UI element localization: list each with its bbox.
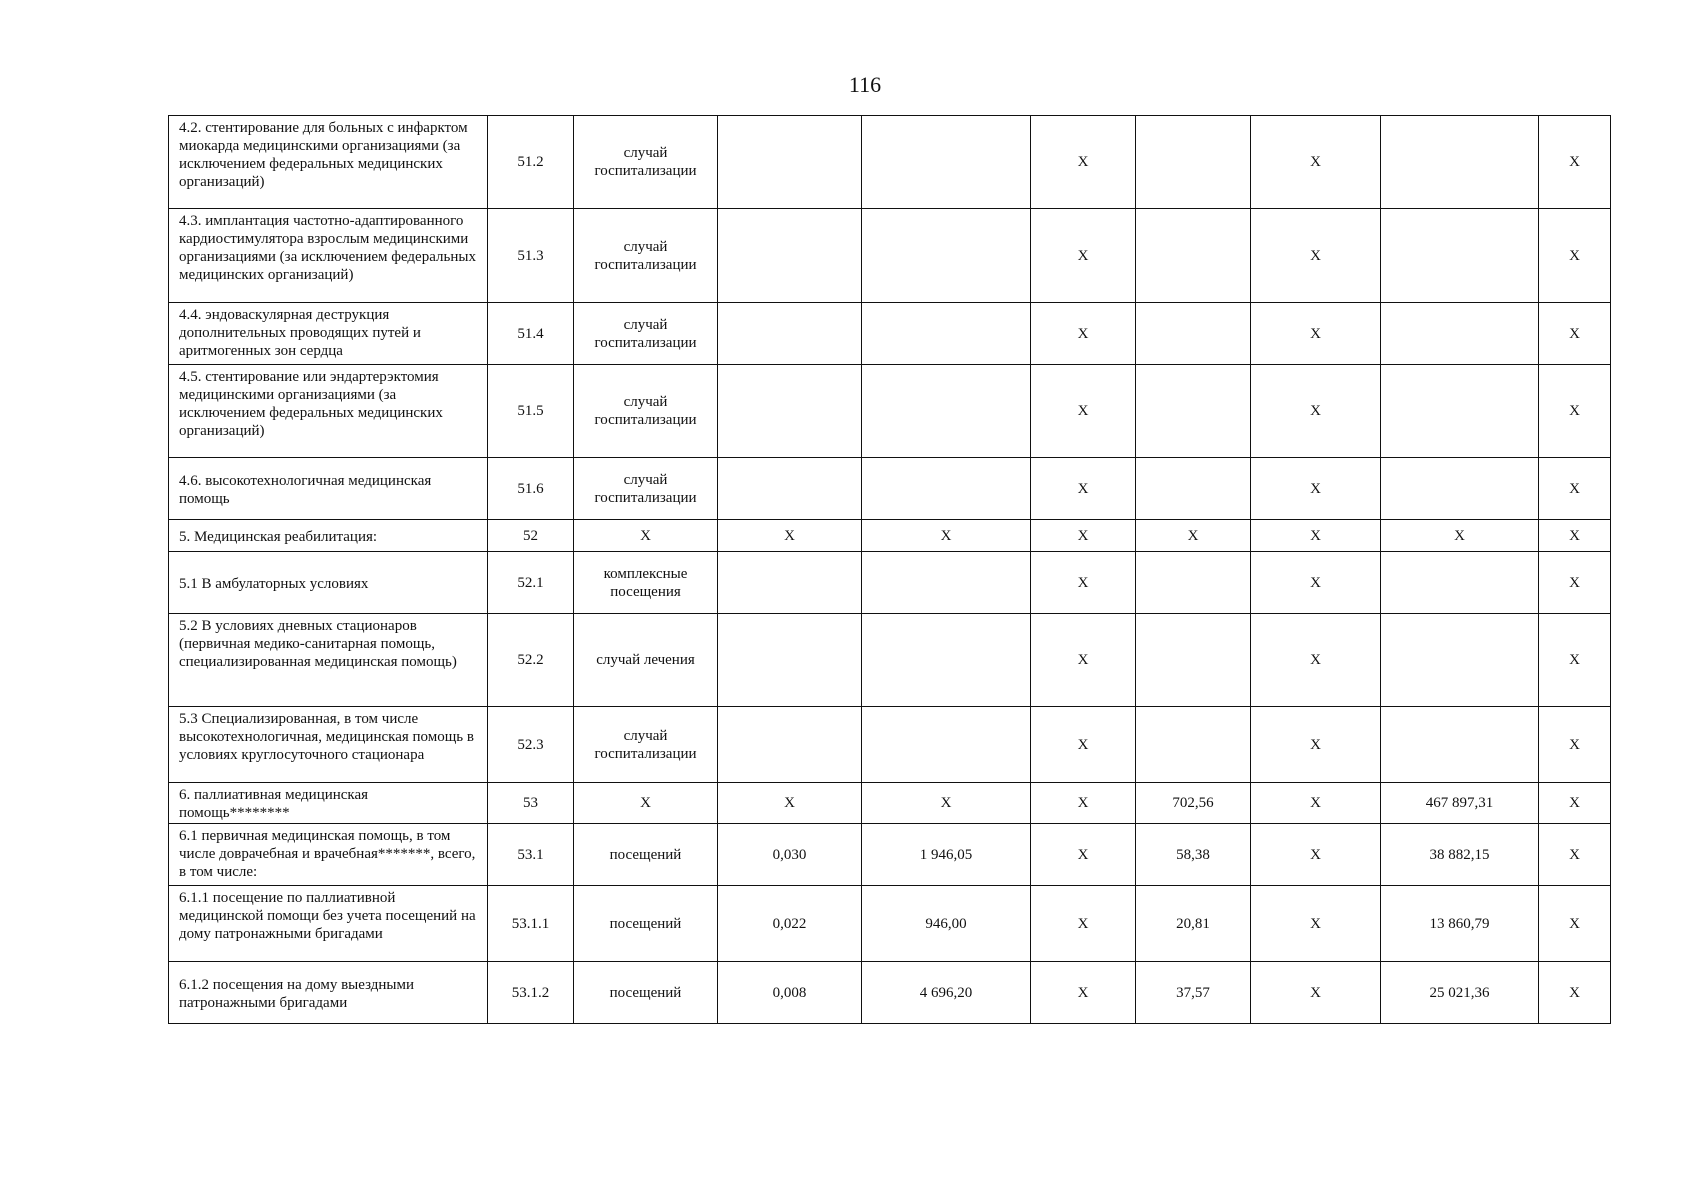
row-cell: [1381, 116, 1539, 209]
row-cell: [1136, 365, 1251, 458]
row-unit: X: [574, 783, 718, 824]
row-cell: [718, 365, 862, 458]
row-cell: 1 946,05: [862, 824, 1031, 886]
row-code: 51.2: [488, 116, 574, 209]
row-name: 4.5. стентирование или эндартерэктомия медицинскими организациями (за исключением федеральных медицинских организаций): [169, 365, 488, 458]
row-cell: X: [1031, 365, 1136, 458]
row-cell: X: [1031, 707, 1136, 783]
row-cell: [718, 209, 862, 303]
row-cell: [1381, 552, 1539, 614]
row-cell: 702,56: [1136, 783, 1251, 824]
row-unit: случай госпитализации: [574, 116, 718, 209]
row-cell: [1381, 614, 1539, 707]
row-code: 51.3: [488, 209, 574, 303]
row-name: 5. Медицинская реабилитация:: [169, 520, 488, 552]
row-cell: X: [1251, 116, 1381, 209]
row-cell: X: [1031, 520, 1136, 552]
table-row: [169, 365, 1611, 458]
row-cell: X: [1251, 365, 1381, 458]
table-row: [169, 962, 1611, 1024]
row-cell: [718, 458, 862, 520]
row-cell: [718, 614, 862, 707]
row-unit: посещений: [574, 824, 718, 886]
table-row: [169, 520, 1611, 552]
row-cell: [1381, 209, 1539, 303]
row-cell: X: [1251, 614, 1381, 707]
table-row: [169, 552, 1611, 614]
table-row: [169, 886, 1611, 962]
row-cell: 0,030: [718, 824, 862, 886]
row-cell: X: [1031, 116, 1136, 209]
row-cell: X: [1031, 303, 1136, 365]
row-name: 4.6. высокотехнологичная медицинская помощь: [169, 458, 488, 520]
row-cell: X: [862, 783, 1031, 824]
row-unit: посещений: [574, 886, 718, 962]
row-cell: X: [1539, 116, 1611, 209]
row-cell: X: [1251, 520, 1381, 552]
row-code: 51.6: [488, 458, 574, 520]
row-cell: X: [1539, 552, 1611, 614]
row-cell: X: [1539, 824, 1611, 886]
table-row: [169, 116, 1611, 209]
row-cell: [1136, 116, 1251, 209]
row-code: 53.1: [488, 824, 574, 886]
row-unit: случай лечения: [574, 614, 718, 707]
data-table: [168, 115, 1611, 1024]
row-cell: X: [1539, 365, 1611, 458]
row-cell: X: [1251, 209, 1381, 303]
row-name: 6. паллиативная медицинская помощь********: [169, 783, 488, 824]
row-code: 53: [488, 783, 574, 824]
row-cell: [862, 116, 1031, 209]
row-cell: [1136, 209, 1251, 303]
row-cell: X: [718, 520, 862, 552]
table-row: [169, 458, 1611, 520]
row-cell: X: [1539, 707, 1611, 783]
row-cell: 13 860,79: [1381, 886, 1539, 962]
table-row: [169, 783, 1611, 824]
row-cell: 37,57: [1136, 962, 1251, 1024]
row-cell: 4 696,20: [862, 962, 1031, 1024]
row-cell: 0,022: [718, 886, 862, 962]
row-cell: [862, 614, 1031, 707]
row-cell: X: [1251, 303, 1381, 365]
row-cell: X: [1251, 962, 1381, 1024]
row-code: 52.3: [488, 707, 574, 783]
row-cell: X: [1539, 783, 1611, 824]
row-cell: X: [1031, 552, 1136, 614]
row-cell: X: [1539, 209, 1611, 303]
row-cell: [718, 707, 862, 783]
table-row: [169, 209, 1611, 303]
row-cell: [862, 303, 1031, 365]
row-cell: X: [1539, 458, 1611, 520]
row-cell: [1136, 614, 1251, 707]
table-row: [169, 614, 1611, 707]
table-row: [169, 824, 1611, 886]
row-name: 4.2. стентирование для больных с инфарктом миокарда медицинскими организациями (за исключением федеральных медицинских организаций): [169, 116, 488, 209]
row-name: 4.3. имплантация частотно-адаптированного кардиостимулятора взрослым медицинскими организациями (за исключением федеральных медицинских организаций): [169, 209, 488, 303]
row-cell: X: [1031, 209, 1136, 303]
row-cell: X: [1539, 962, 1611, 1024]
table-row: [169, 303, 1611, 365]
row-cell: 20,81: [1136, 886, 1251, 962]
row-cell: 25 021,36: [1381, 962, 1539, 1024]
row-cell: X: [1539, 886, 1611, 962]
row-cell: X: [718, 783, 862, 824]
row-unit: X: [574, 520, 718, 552]
row-cell: 38 882,15: [1381, 824, 1539, 886]
row-cell: X: [1251, 458, 1381, 520]
row-cell: [862, 552, 1031, 614]
row-code: 51.4: [488, 303, 574, 365]
row-cell: 946,00: [862, 886, 1031, 962]
row-cell: X: [1031, 886, 1136, 962]
row-name: 6.1.1 посещение по паллиативной медицинской помощи без учета посещений на дому патронажными бригадами: [169, 886, 488, 962]
row-cell: X: [1031, 824, 1136, 886]
row-cell: X: [1031, 962, 1136, 1024]
row-unit: случай госпитализации: [574, 458, 718, 520]
row-unit: случай госпитализации: [574, 707, 718, 783]
row-unit: комплексные посещения: [574, 552, 718, 614]
row-cell: 0,008: [718, 962, 862, 1024]
row-cell: [1136, 707, 1251, 783]
row-code: 52.2: [488, 614, 574, 707]
row-cell: X: [1539, 614, 1611, 707]
row-cell: X: [1539, 520, 1611, 552]
row-unit: случай госпитализации: [574, 303, 718, 365]
row-cell: [1136, 458, 1251, 520]
row-cell: [1381, 458, 1539, 520]
row-name: 4.4. эндоваскулярная деструкция дополнительных проводящих путей и аритмогенных зон сердца: [169, 303, 488, 365]
row-cell: X: [1251, 886, 1381, 962]
row-name: 5.1 В амбулаторных условиях: [169, 552, 488, 614]
page-number: 116: [848, 72, 882, 97]
row-cell: [862, 707, 1031, 783]
row-cell: [862, 209, 1031, 303]
row-code: 52: [488, 520, 574, 552]
row-cell: [1136, 303, 1251, 365]
row-cell: X: [1539, 303, 1611, 365]
row-cell: X: [1381, 520, 1539, 552]
row-code: 51.5: [488, 365, 574, 458]
row-cell: X: [1136, 520, 1251, 552]
row-cell: X: [1251, 707, 1381, 783]
row-name: 5.2 В условиях дневных стационаров (первичная медико-санитарная помощь, специализированная медицинская помощь): [169, 614, 488, 707]
row-cell: [718, 303, 862, 365]
row-unit: посещений: [574, 962, 718, 1024]
row-code: 52.1: [488, 552, 574, 614]
row-cell: X: [1031, 614, 1136, 707]
row-cell: X: [1031, 783, 1136, 824]
row-cell: X: [1031, 458, 1136, 520]
row-cell: [1381, 303, 1539, 365]
row-cell: [862, 458, 1031, 520]
row-cell: X: [862, 520, 1031, 552]
row-cell: X: [1251, 783, 1381, 824]
row-code: 53.1.1: [488, 886, 574, 962]
row-code: 53.1.2: [488, 962, 574, 1024]
row-cell: [1381, 365, 1539, 458]
row-name: 6.1.2 посещения на дому выездными патронажными бригадами: [169, 962, 488, 1024]
row-cell: X: [1251, 552, 1381, 614]
row-cell: [718, 116, 862, 209]
row-cell: [862, 365, 1031, 458]
row-unit: случай госпитализации: [574, 365, 718, 458]
table-row: [169, 707, 1611, 783]
row-cell: X: [1251, 824, 1381, 886]
row-cell: [1381, 707, 1539, 783]
row-name: 5.3 Специализированная, в том числе высокотехнологичная, медицинская помощь в условиях круглосуточного стационара: [169, 707, 488, 783]
row-cell: [1136, 552, 1251, 614]
row-cell: [718, 552, 862, 614]
row-cell: 467 897,31: [1381, 783, 1539, 824]
row-cell: 58,38: [1136, 824, 1251, 886]
row-unit: случай госпитализации: [574, 209, 718, 303]
row-name: 6.1 первичная медицинская помощь, в том числе доврачебная и врачебная*******, всего, в том числе:: [169, 824, 488, 886]
